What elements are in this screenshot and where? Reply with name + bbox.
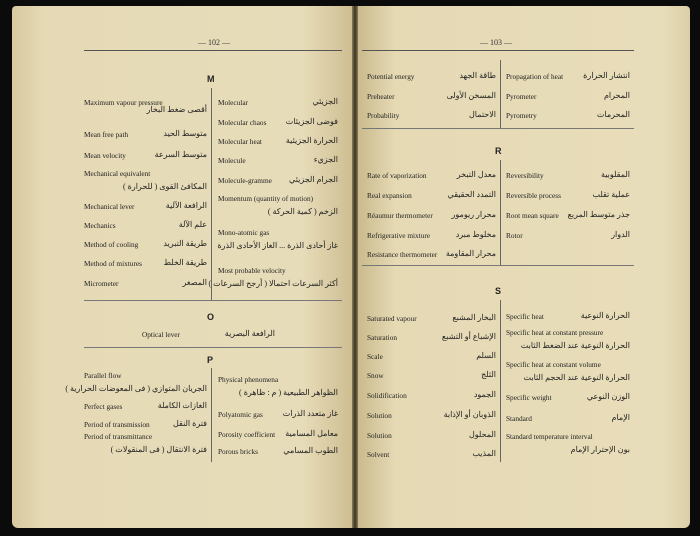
glossary-term-ar: الثلج [481,370,496,379]
glossary-term-en: Preheater [367,92,395,101]
glossary-term-ar: الجريان المتوازي ( فى المعوضات الحرارية ) [65,384,207,393]
glossary-term-ar: السلم [476,351,496,360]
glossary-term-ar: الدوار [611,230,630,239]
column-divider-r [500,160,501,265]
glossary-term-ar: طريقة التبريد [163,239,207,248]
glossary-term-en: Propagation of heat [506,72,564,81]
glossary-term-en: Most probable velocity [218,266,286,275]
column-divider-m [211,88,212,300]
glossary-term-en: Period of transmission [84,420,150,429]
glossary-term-ar: المسخن الأولى [446,91,496,100]
glossary-term-ar: عملية تقلب [592,190,630,199]
glossary-term-en: Perfect gases [84,402,123,411]
glossary-term-ar: الزخم ( كمية الحركة ) [267,207,338,216]
page-number-right: — 103 — [480,38,512,47]
glossary-term-en: Standard [506,414,532,423]
glossary-term-en: Specific heat at constant volume [506,360,601,369]
glossary-term-en: Period of transmittance [84,432,153,441]
glossary-term-ar: الحرارة النوعية عند الضغط الثابت [520,341,630,350]
glossary-term-en: Rate of vaporization [367,171,427,180]
glossary-term-ar: الحرارة النوعية عند الحجم الثابت [523,373,630,382]
glossary-term-ar: الغازات الكاملة [157,401,207,410]
glossary-term-en: Mechanical equivalent [84,169,151,178]
glossary-term-en: Momentum (quantity of motion) [218,194,314,203]
glossary-term-en: Method of cooling [84,240,139,249]
glossary-term-ar: البخار المشبع [452,313,496,322]
glossary-term-ar: الحرارة النوعية [580,311,630,320]
column-divider-p [211,368,212,462]
glossary-term-ar: الجرام الجزيئي [289,175,338,184]
glossary-term-ar: الجزيء [313,155,338,164]
column-divider-p2 [500,60,501,128]
glossary-term-en: Solidification [367,391,407,400]
glossary-term-ar: المحلول [468,430,496,439]
glossary-term-en: Pyrometer [506,92,537,101]
glossary-term-ar: فترة النقل [172,419,207,428]
glossary-term-ar: غاز أحادى الذرة ... الغاز الأحادى الذرة [217,241,338,250]
entry-optical-lever-en: Optical lever [142,330,180,339]
glossary-term-en: Scale [367,352,383,361]
glossary-term-ar: محرار المقاومة [445,249,496,258]
glossary-term-en: Specific heat [506,312,544,321]
glossary-term-en: Snow [367,371,384,380]
glossary-term-en: Mean free path [84,130,129,139]
glossary-term-ar: انتشار الحرارة [583,71,630,80]
glossary-term-ar: التمدد الحقيقي [447,190,496,199]
glossary-term-en: Molecule [218,156,246,165]
entry-optical-lever-ar: الرافعة البصرية [224,329,275,338]
header-rule-left [84,50,342,51]
glossary-term-ar: متوسط الحيد [163,129,207,138]
column-divider-s [500,300,501,462]
glossary-term-en: Standard temperature interval [506,432,593,441]
glossary-term-en: Molecular chaos [218,118,267,127]
glossary-term-ar: فترة الانتقال ( فى المنقولات ) [110,445,207,454]
glossary-term-ar: الإمام [611,413,630,422]
glossary-term-ar: أكثر السرعات احتمالا ( أرجح السرعات ) [208,279,338,288]
section-divider-r-s [362,265,634,266]
glossary-term-ar: الحرارة الجزيئية [285,136,338,145]
glossary-term-ar: الظواهر الطبيعية ( م : ظاهرة ) [239,388,338,397]
glossary-term-en: Method of mixtures [84,259,142,268]
glossary-term-ar: متوسط السرعة [154,150,207,159]
glossary-term-en: Specific heat at constant pressure [506,328,604,337]
glossary-term-ar: معامل المسامية [285,429,338,438]
glossary-term-ar: الجمود [473,390,496,399]
glossary-term-en: Solution [367,431,392,440]
section-divider-m-o [84,300,342,301]
glossary-term-en: Potential energy [367,72,415,81]
glossary-term-ar: محرار ريومور [451,210,496,219]
glossary-term-en: Maximum vapour pressure [84,98,163,107]
glossary-term-en: Porosity coefficient [218,430,276,439]
glossary-term-en: Mechanics [84,221,116,230]
glossary-term-en: Polyatomic gas [218,410,263,419]
section-letter-p: P [207,355,214,365]
glossary-term-en: Physical phenomena [218,375,279,384]
glossary-term-ar: غاز متعدد الذرات [282,409,338,418]
glossary-term-en: Molecular [218,98,248,107]
glossary-term-en: Molecular heat [218,137,262,146]
glossary-term-en: Micrometer [84,279,119,288]
glossary-term-ar: الرافعة الآلية [165,201,207,210]
glossary-term-ar: الجزيئي [312,97,338,106]
right-page [356,6,690,528]
glossary-term-ar: المحرمات [596,110,630,119]
glossary-term-en: Solution [367,411,392,420]
glossary-term-en: Real expansion [367,191,412,200]
glossary-term-ar: الوزن النوعي [586,392,630,401]
header-rule-right [362,50,634,51]
glossary-term-ar: طاقة الجهد [459,71,496,80]
glossary-term-ar: المقلوبية [600,170,630,179]
glossary-term-ar: المحرام [603,91,630,100]
glossary-term-ar: طريقة الخلط [163,258,207,267]
glossary-term-en: Pyrometry [506,111,537,120]
glossary-term-ar: فوضى الجزيئات [285,117,338,126]
section-letter-m: M [207,74,215,84]
glossary-term-ar: المصغر [182,278,207,287]
section-letter-r: R [495,146,502,156]
glossary-term-en: Probability [367,111,400,120]
section-divider-o-p [84,347,342,348]
glossary-term-ar: معدل التبخر [456,170,496,179]
glossary-term-en: Mean velocity [84,151,126,160]
glossary-term-en: Specific weight [506,393,552,402]
glossary-term-ar: المذيب [472,449,496,458]
glossary-term-en: Réaumur thermometer [367,211,433,220]
glossary-term-ar: أقصى ضغط البخار [146,105,207,114]
glossary-term-en: Refrigerative mixture [367,231,431,240]
glossary-term-ar: الذوبان أو الإذابة [443,410,496,419]
glossary-term-ar: الطوب المسامي [283,446,338,455]
glossary-term-en: Reversibility [506,171,544,180]
glossary-term-en: Parallel flow [84,371,122,380]
glossary-term-en: Resistance thermometer [367,250,438,259]
glossary-term-en: Rotor [506,231,523,240]
glossary-term-ar: علم الآلة [178,220,207,229]
glossary-term-en: Saturated vapour [367,314,417,323]
glossary-term-ar: بون الإحترار الإمام [570,445,630,454]
glossary-term-ar: جذر متوسط المربع [567,210,630,219]
glossary-term-ar: مخلوط مبرد [455,230,496,239]
glossary-term-en: Porous bricks [218,447,258,456]
glossary-term-en: Root mean square [506,211,559,220]
glossary-term-ar: الاحتمال [468,110,496,119]
glossary-term-en: Mono-atomic gas [218,228,270,237]
section-letter-o: O [207,312,215,322]
glossary-term-en: Saturation [367,333,397,342]
book-spine [352,6,358,528]
glossary-term-en: Molecule-gramme [218,176,272,185]
glossary-term-en: Solvent [367,450,390,459]
glossary-term-en: Reversible process [506,191,561,200]
section-letter-s: S [495,286,502,296]
page-number-left: — 102 — [198,38,230,47]
section-divider-p-r [362,128,634,129]
glossary-term-ar: الإشباع أو التشبع [441,332,496,341]
glossary-term-ar: المكافئ القوى ( للحرارة ) [122,182,207,191]
glossary-term-en: Mechanical lever [84,202,135,211]
